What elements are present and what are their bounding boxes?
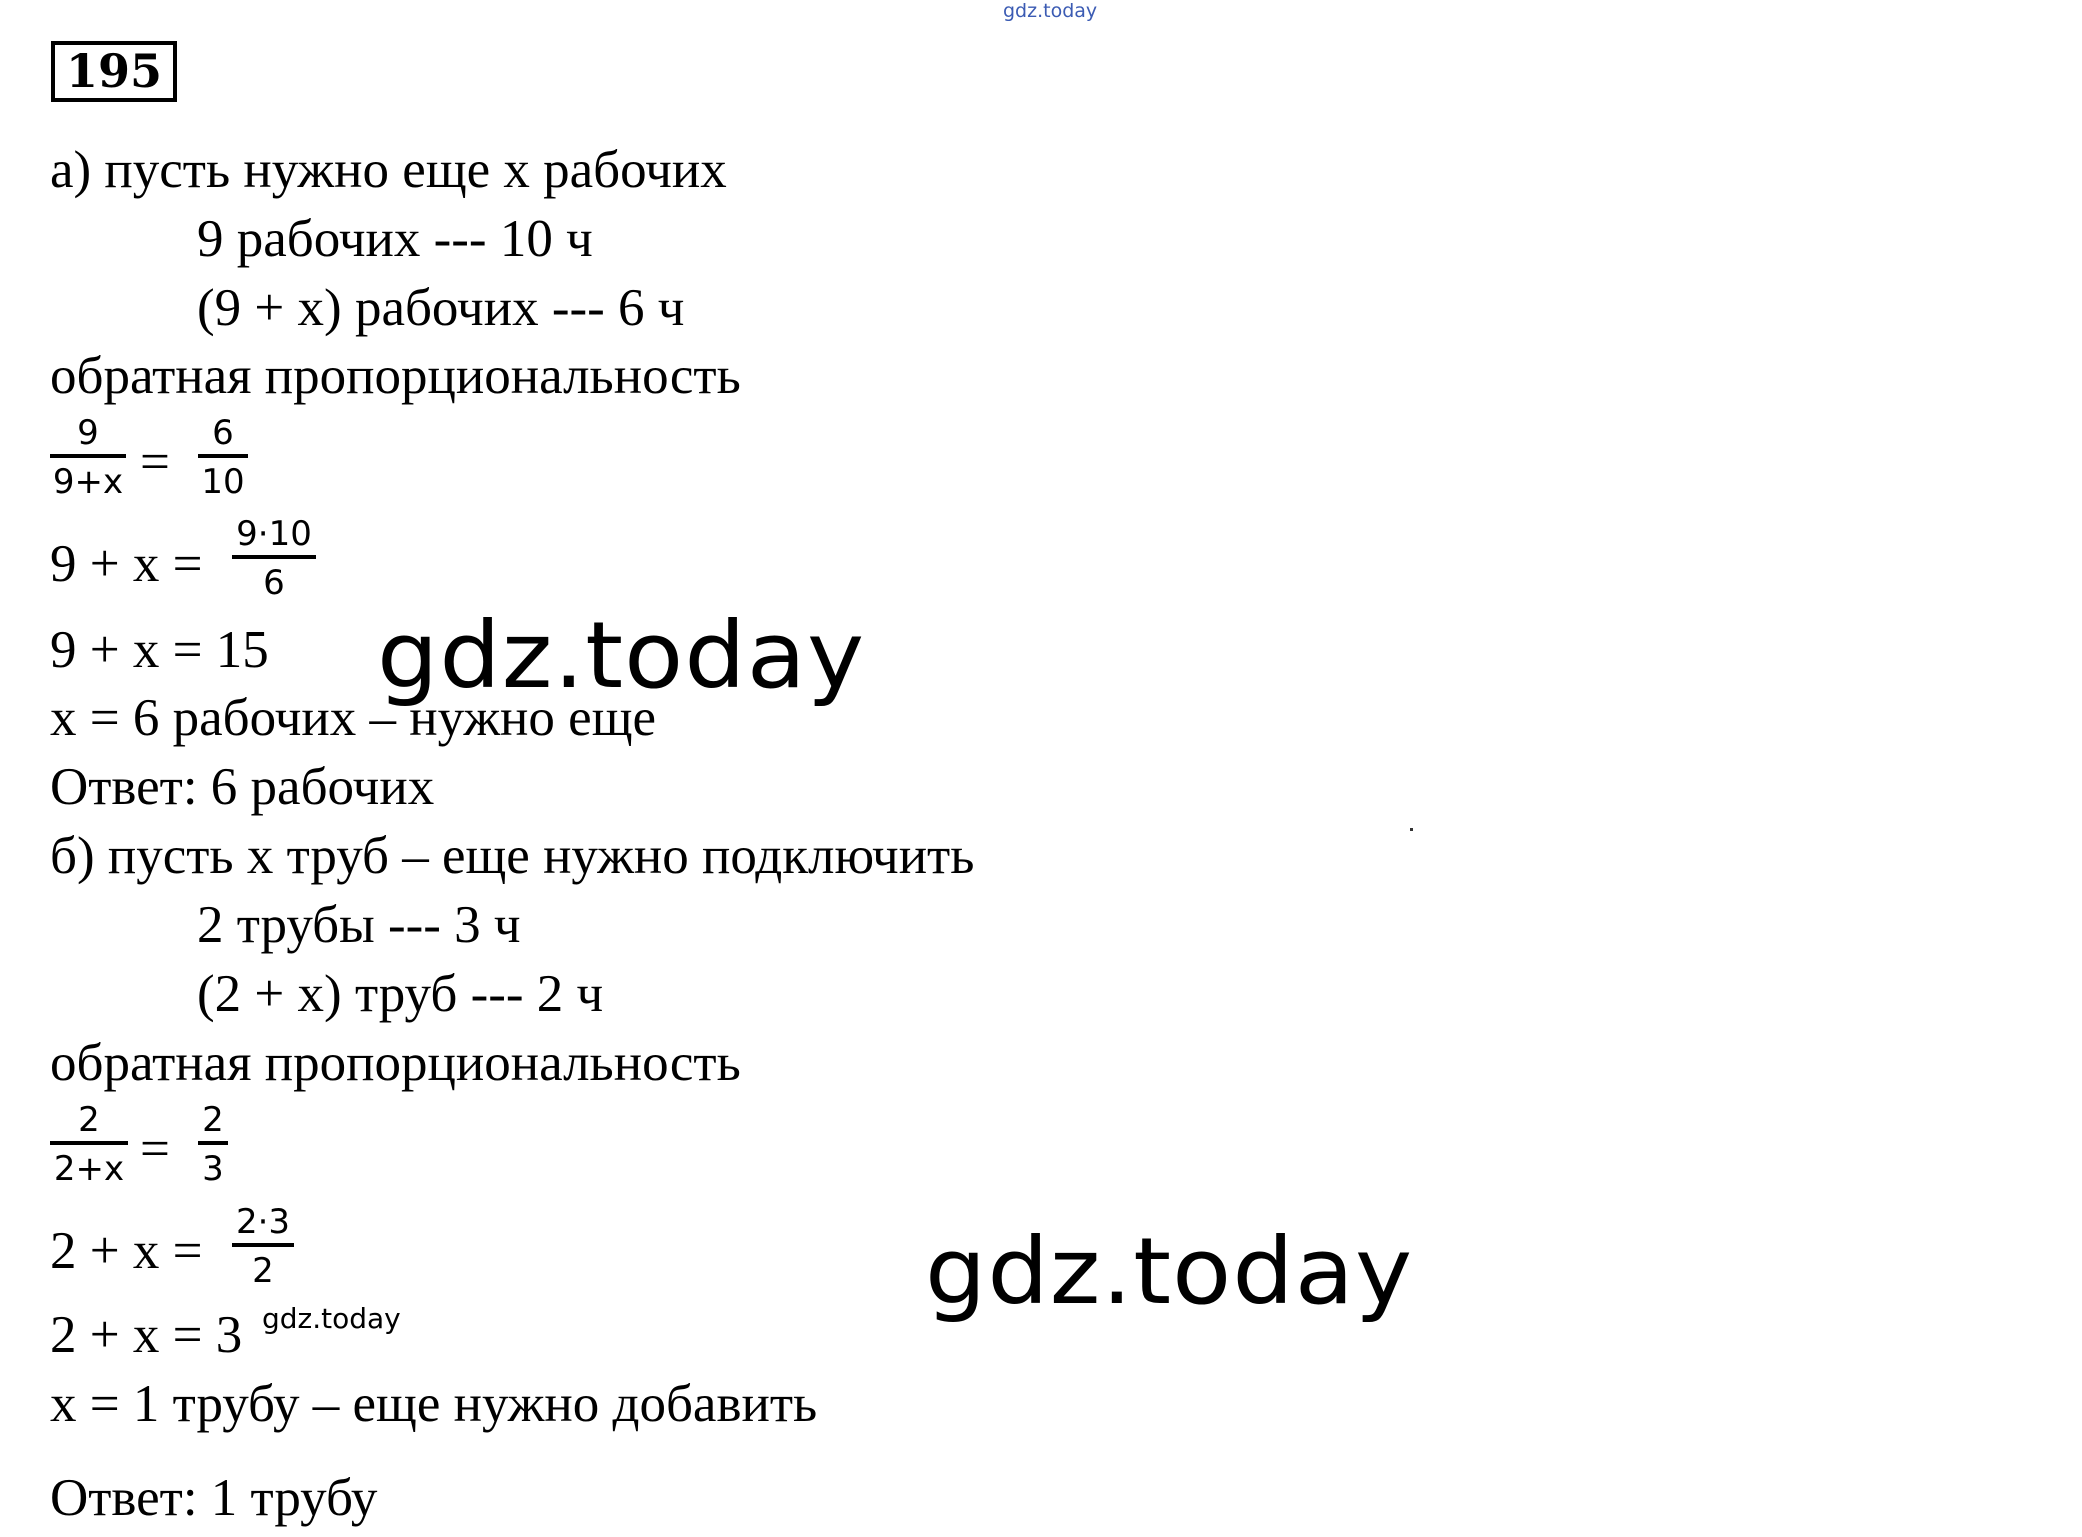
- fraction-denominator: 2: [252, 1251, 274, 1291]
- part-b-given-1: 2 трубы --- 3 ч: [197, 896, 521, 954]
- fraction-numerator: 6: [212, 413, 234, 453]
- part-b-step-2: 2 + x = 3: [50, 1306, 243, 1364]
- fraction-numerator: 2: [202, 1100, 224, 1140]
- fraction-numerator: 9: [77, 413, 99, 453]
- part-a-answer: Ответ: 6 рабочих: [50, 758, 435, 816]
- part-a-step-2: 9 + x = 15: [50, 621, 269, 679]
- part-a-step-1: 9 + x =: [50, 535, 203, 593]
- fraction-bar: [198, 1141, 228, 1145]
- equals-sign: =: [140, 1120, 170, 1178]
- fraction-bar: [232, 555, 316, 559]
- part-a-fraction-left: [50, 415, 126, 500]
- watermark-small: gdz.today: [262, 1302, 401, 1335]
- part-a-statement: а) пусть нужно еще x рабочих: [50, 141, 727, 199]
- part-b-fraction-right: [198, 1102, 228, 1187]
- part-b-step-3: x = 1 трубу – еще нужно добавить: [50, 1375, 818, 1433]
- part-b-step-1: 2 + x =: [50, 1222, 203, 1280]
- part-a-fraction-right: [198, 415, 248, 500]
- fraction-denominator: 10: [201, 462, 245, 502]
- fraction-bar: [198, 454, 248, 458]
- fraction-numerator: 2: [78, 1100, 100, 1140]
- fraction-numerator: 9·10: [236, 514, 312, 554]
- stray-mark: [1410, 828, 1413, 831]
- part-b-statement: б) пусть x труб – еще нужно подключить: [50, 827, 975, 885]
- part-a-relation: обратная пропорциональность: [50, 347, 741, 405]
- fraction-bar: [232, 1243, 294, 1247]
- fraction-denominator: 6: [263, 563, 285, 603]
- fraction-denominator: 3: [202, 1149, 224, 1189]
- watermark-top: gdz.today: [1003, 0, 1098, 22]
- part-a-given-1: 9 рабочих --- 10 ч: [197, 210, 593, 268]
- part-b-relation: обратная пропорциональность: [50, 1034, 741, 1092]
- problem-number: 195: [51, 41, 177, 102]
- part-a-given-2: (9 + x) рабочих --- 6 ч: [197, 279, 685, 337]
- part-a-step-3: x = 6 рабочих – нужно еще: [50, 689, 657, 747]
- fraction-bar: [50, 454, 126, 458]
- watermark-large-2: gdz.today: [925, 1218, 1414, 1325]
- fraction-denominator: 2+x: [53, 1149, 125, 1189]
- equals-sign: =: [140, 433, 170, 491]
- fraction-numerator: 2·3: [235, 1202, 291, 1242]
- part-b-fraction-step: [232, 1204, 294, 1289]
- part-b-given-2: (2 + x) труб --- 2 ч: [197, 965, 604, 1023]
- part-a-fraction-step: [232, 516, 316, 601]
- part-b-fraction-left: [50, 1102, 128, 1187]
- part-b-answer: Ответ: 1 трубу: [50, 1469, 378, 1527]
- fraction-denominator: 9+x: [52, 462, 124, 502]
- watermark-large-1: gdz.today: [377, 602, 866, 709]
- fraction-bar: [50, 1141, 128, 1145]
